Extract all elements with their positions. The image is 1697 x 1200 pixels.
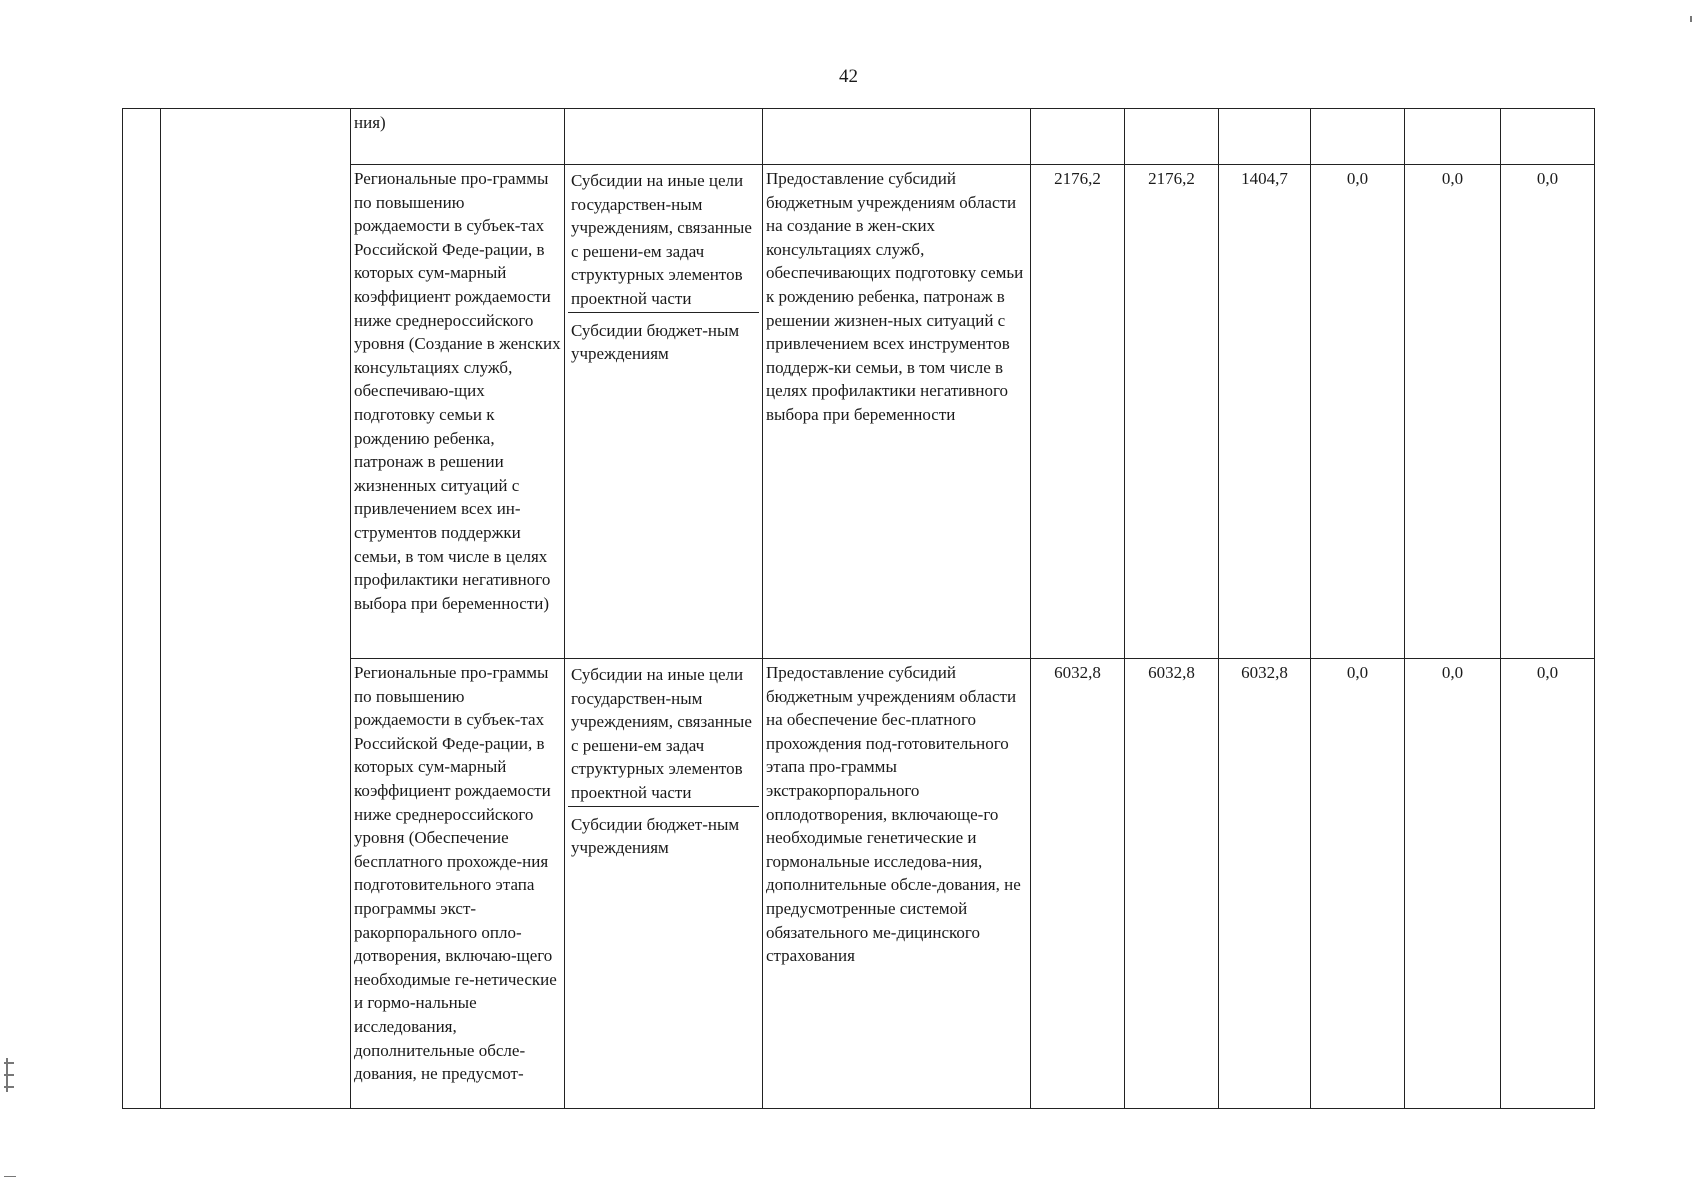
value-cell: 0,0 — [1405, 165, 1501, 659]
value-cell: 0,0 — [1405, 659, 1501, 1109]
budget-table — [122, 108, 1595, 1109]
subsidy-type-cell — [565, 165, 763, 659]
purpose-cell — [763, 109, 1031, 165]
page-number: 42 — [839, 66, 858, 87]
measure-name-cell: Региональные про-граммы по повышению рождаемости в субъек-тах Российской Феде-рации, в которых сум-марный коэффициент рождаемости ниже среднероссийского уровня (Создание в женских консультациях служб, обеспечиваю-щих подготовку семьи к рождению ребенка, патронаж в решении жизненных ситуаций с привлечением всех ин-струментов поддержки семьи, в том числе в целях профилактики негативного выбора при беременности) — [351, 165, 565, 659]
subsidy-primary: Субсидии на иные цели государствен-ным учреждениям, связанные с решени-ем задач структурных элементов проектной части — [571, 665, 752, 802]
value-cell: 6032,8 — [1219, 659, 1311, 1109]
value-cell — [1501, 109, 1595, 165]
purpose-cell: Предоставление субсидий бюджетным учреждениям области на создание в жен-ских консультациях служб, обеспечивающих подготовку семьи к рождению ребенка, патронаж в решении жизнен-ных ситуаций с привлечением всех инструментов поддерж-ки семьи, в том числе в целях профилактики негативного выбора при беременности — [763, 165, 1031, 659]
value-cell: 0,0 — [1501, 659, 1595, 1109]
measure-name-cell: Региональные про-граммы по повышению рождаемости в субъек-тах Российской Феде-рации, в которых сум-марный коэффициент рождаемости ниже среднероссийского уровня (Обеспечение бесплатного прохожде-ния подготовительного этапа программы экст-ракорпорального опло-дотворения, включаю-щего необходимые ге-нетические и гормо-нальные исследования, дополнительные обсле-дования, не предусмот- — [351, 659, 565, 1109]
value-cell — [1125, 109, 1219, 165]
value-cell — [1031, 109, 1125, 165]
value-cell: 2176,2 — [1031, 165, 1125, 659]
subsidy-type-cell — [565, 109, 763, 165]
value-cell — [1311, 109, 1405, 165]
scan-artifact — [6, 1058, 8, 1092]
value-cell: 2176,2 — [1125, 165, 1219, 659]
value-cell: 6032,8 — [1125, 659, 1219, 1109]
subsidy-secondary: Субсидии бюджет-ным учреждениям — [568, 806, 759, 861]
number-cell — [123, 109, 161, 1109]
measure-name-cell: ния) — [351, 109, 565, 165]
purpose-cell: Предоставление субсидий бюджетным учреждениям области на обеспечение бес-платного прохождения под-готовительного этапа про-граммы экстракорпорального оплодотворения, включающе-го необходимые генетические и гормональные исследова-ния, дополнительные обсле-дования, не предусмотренные системой обязательного ме-дицинского страхования — [763, 659, 1031, 1109]
value-cell: 6032,8 — [1031, 659, 1125, 1109]
subsidy-secondary: Субсидии бюджет-ным учреждениям — [568, 312, 759, 367]
program-cell — [161, 109, 351, 1109]
scan-artifact — [1690, 16, 1692, 22]
value-cell: 0,0 — [1311, 659, 1405, 1109]
table-row-continuation — [123, 109, 1595, 165]
subsidy-primary: Субсидии на иные цели государствен-ным учреждениям, связанные с решени-ем задач структурных элементов проектной части — [571, 171, 752, 308]
value-cell — [1405, 109, 1501, 165]
subsidy-type-cell — [565, 659, 763, 1109]
value-cell — [1219, 109, 1311, 165]
value-cell: 1404,7 — [1219, 165, 1311, 659]
value-cell: 0,0 — [1311, 165, 1405, 659]
value-cell: 0,0 — [1501, 165, 1595, 659]
scan-artifact — [4, 1176, 16, 1177]
